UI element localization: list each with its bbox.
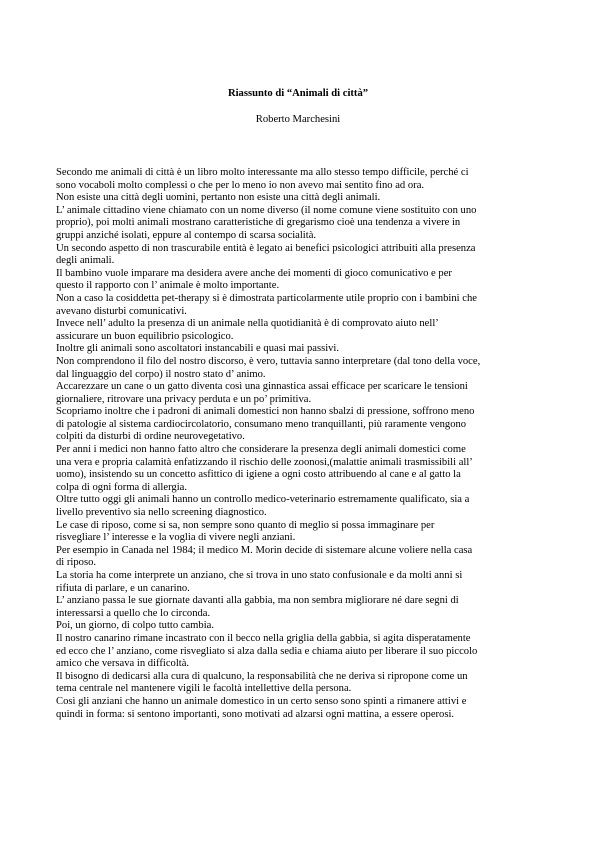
body-line: uomo), insistendo su un concetto asfittico di igiene a ogni costo attribuendo al cane e al gatto la — [56, 469, 461, 481]
body-line: rifiuta di parlare, e un canarino. — [56, 582, 190, 594]
body-line: questo il rapporto con l’ animale è molto importante. — [56, 280, 280, 292]
body-line: degli animali. — [56, 255, 115, 267]
body-line: amico che versava in difficoltà. — [56, 658, 190, 670]
body-line: Il bambino vuole imparare ma desidera avere anche dei momenti di gioco comunicativo e per — [56, 267, 452, 279]
body-line: dal linguaggio del corpo) il nostro stato d’ animo. — [56, 368, 266, 380]
body-line: Non comprendono il filo del nostro discorso, è vero, tuttavia sanno interpretare (dal tono della voce, — [56, 355, 481, 367]
body-line: colpiti da disturbi di ordine neurovegetativo. — [56, 431, 245, 443]
body-line: di riposo. — [56, 557, 97, 569]
body-line: sono vocaboli molto complessi o che per lo meno io non avevo mai sentito fino ad ora. — [56, 179, 425, 191]
body-line: quindi in forma: si sentono importanti, sono motivati ad alzarsi ogni mattina, a essere operosi. — [56, 708, 455, 720]
body-line: tema centrale nel mantenere vigili le facoltà intellettive della persona. — [56, 683, 352, 695]
body-line: Non esiste una città degli uomini, pertanto non esiste una città degli animali. — [56, 192, 381, 204]
body-line: Poi, un giorno, di colpo tutto cambia. — [56, 620, 215, 632]
body-line: Scopriamo inoltre che i padroni di animali domestici non hanno sbalzi di pressione, soffrono meno — [56, 406, 475, 418]
body-line: Non a caso la cosiddetta pet-therapy si è dimostrata particolarmente utile proprio con i bambini che — [56, 292, 477, 304]
body-line: La storia ha come interprete un anziano, che si trova in uno stato confusionale e da molti anni si — [56, 570, 463, 581]
body-line: Per anni i medici non hanno fatto altro che considerare la presenza degli animali domestici come — [56, 444, 466, 456]
body-line: proprio), poi molti animali mostrano caratteristiche di gregarismo cioè una tendenza a vivere in — [56, 217, 461, 229]
body-line: Così gli anziani che hanno un animale domestico in un certo senso sono spinti a rimanere attivi e — [56, 695, 467, 707]
body-line: avevano disturbi comunicativi. — [56, 305, 187, 317]
body-line: Un secondo aspetto di non trascurabile entità è legato ai benefici psicologici attribuiti alla presenza — [56, 242, 476, 254]
body-line: Il nostro canarino rimane incastrato con il becco nella griglia della gabbia, si agita disperatamente — [56, 632, 471, 644]
body-line: Secondo me animali di città è un libro molto interessante ma allo stesso tempo difficile, perché ci — [56, 167, 469, 178]
body-line: giornaliere, ritrovare una privacy perduta e un po’ primitiva. — [56, 393, 312, 405]
body-line: Le case di riposo, come si sa, non sempre sono quanto di meglio si possa immaginare per — [56, 519, 435, 531]
body-line: livello preventivo sia nello screening diagnostico. — [56, 507, 267, 519]
document-title: Riassunto di “Animali di città” — [227, 88, 369, 99]
body-line: ed ecco che l’ anziano, come risvegliato si alza dalla sedia e chiama aiuto per liberare il suo piccolo — [56, 645, 478, 657]
body-line: risvegliare l’ interesse e la voglia di vivere negli anziani. — [56, 532, 296, 544]
body-line: L’ animale cittadino viene chiamato con un nome diverso (il nome comune viene sostituito con uno — [56, 204, 477, 216]
body-line: L’ anziano passa le sue giornate davanti alla gabbia, ma non sembra migliorare né dare segni di — [56, 595, 459, 607]
body-line: Invece nell’ adulto la presenza di un animale nella quotidianità è di comprovato aiuto nell’ — [56, 318, 439, 330]
body-line: Il bisogno di dedicarsi alla cura di qualcuno, la responsabilità che ne deriva si ripropone come un — [56, 670, 468, 682]
body-line: Oltre tutto oggi gli animali hanno un controllo medico-veterinario estremamente qualificato, sia a — [56, 494, 470, 506]
document-author: Roberto Marchesini — [255, 114, 341, 125]
document-body — [56, 167, 544, 721]
body-line: di patologie al sistema cardiocircolatorio, consumano meno tranquillanti, più raramente vengono — [56, 418, 467, 430]
body-line: colpa di ogni forma di allergia. — [56, 481, 188, 493]
body-line: Per esempio in Canada nel 1984; il medico M. Morin decide di sistemare alcune voliere nella casa — [56, 544, 473, 556]
body-line: assicurare un buon equilibrio psicologico. — [56, 330, 234, 342]
body-line: interessarsi a quello che lo circonda. — [56, 607, 211, 619]
body-line: gruppi anziché isolati, eppure al contempo di scarsa socialità. — [56, 229, 317, 241]
body-line: una vera e propria calamità enfatizzando il rischio delle zoonosi,(malattie animali trasmissibili all’ — [56, 456, 473, 468]
body-line: Inoltre gli animali sono ascoltatori instancabili e quasi mai passivi. — [56, 343, 340, 355]
body-line: Accarezzare un cane o un gatto diventa così una ginnastica assai efficace per scaricare le tensioni — [56, 381, 468, 393]
